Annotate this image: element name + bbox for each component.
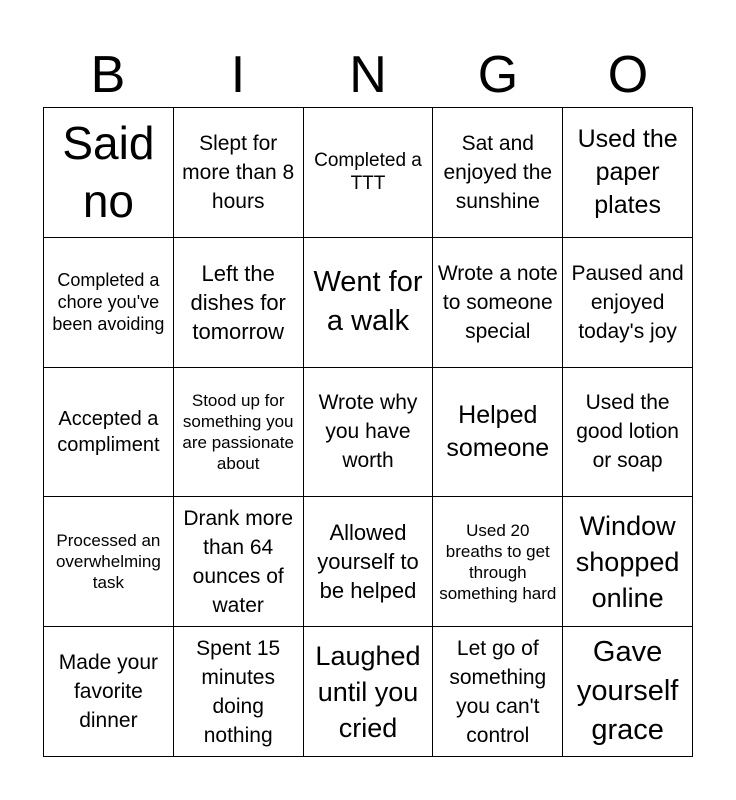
cell-text: Processed an overwhelming task bbox=[55, 531, 161, 593]
bingo-header bbox=[43, 42, 693, 108]
cell-text: Window shopped online bbox=[575, 510, 680, 613]
bingo-cell[interactable] bbox=[433, 627, 563, 757]
bingo-cell[interactable] bbox=[563, 497, 693, 627]
cell-text: Sat and enjoyed the sunshine bbox=[443, 131, 553, 213]
cell-text: Used 20 breaths to get through something hard bbox=[439, 520, 557, 603]
bingo-cell[interactable] bbox=[433, 368, 563, 498]
cell-text: Laughed until you cried bbox=[315, 640, 421, 743]
bingo-grid bbox=[43, 107, 693, 757]
cell-text: Stood up for something you are passionate about bbox=[182, 390, 294, 473]
cell-text: Said no bbox=[62, 117, 155, 228]
bingo-cell[interactable] bbox=[433, 238, 563, 368]
bingo-cell[interactable] bbox=[174, 627, 304, 757]
bingo-cell[interactable] bbox=[44, 238, 174, 368]
cell-text: Allowed yourself to be helped bbox=[317, 520, 419, 604]
bingo-cell[interactable] bbox=[174, 368, 304, 498]
cell-text: Helped someone bbox=[446, 400, 550, 462]
cell-text: Wrote why you have worth bbox=[318, 391, 418, 473]
bingo-cell[interactable] bbox=[304, 497, 434, 627]
cell-text: Used the good lotion or soap bbox=[576, 391, 679, 473]
cell-text: Wrote a note to someone special bbox=[437, 261, 558, 343]
bingo-cell[interactable] bbox=[44, 368, 174, 498]
cell-text: Went for a walk bbox=[313, 266, 423, 338]
bingo-cell[interactable] bbox=[304, 238, 434, 368]
bingo-cell[interactable] bbox=[304, 368, 434, 498]
bingo-cell[interactable] bbox=[174, 497, 304, 627]
cell-text: Completed a TTT bbox=[314, 150, 422, 195]
cell-text: Drank more than 64 ounces of water bbox=[183, 506, 294, 617]
bingo-cell[interactable] bbox=[44, 108, 174, 238]
cell-text: Accepted a compliment bbox=[57, 407, 160, 456]
cell-text: Slept for more than 8 hours bbox=[182, 131, 295, 213]
bingo-cell[interactable] bbox=[304, 627, 434, 757]
header-letter-g: G bbox=[477, 46, 519, 104]
header-letter-o: O bbox=[607, 46, 649, 104]
header-letter-n: N bbox=[349, 46, 387, 104]
header-letter-i: I bbox=[230, 46, 246, 104]
header-letter-b: B bbox=[90, 46, 126, 104]
cell-text: Left the dishes for tomorrow bbox=[190, 260, 286, 344]
bingo-cell[interactable] bbox=[563, 238, 693, 368]
cell-text: Made your favorite dinner bbox=[58, 651, 158, 733]
cell-text: Completed a chore you've been avoiding bbox=[52, 270, 165, 335]
bingo-cell[interactable] bbox=[174, 108, 304, 238]
bingo-cell[interactable] bbox=[44, 627, 174, 757]
bingo-cell[interactable] bbox=[563, 108, 693, 238]
cell-text: Used the paper plates bbox=[577, 124, 678, 219]
bingo-cell[interactable] bbox=[44, 497, 174, 627]
cell-text: Spent 15 minutes doing nothing bbox=[196, 636, 281, 747]
bingo-cell[interactable] bbox=[433, 108, 563, 238]
cell-text: Paused and enjoyed today's joy bbox=[571, 261, 684, 343]
cell-text: Let go of something you can't control bbox=[449, 636, 547, 747]
bingo-cell[interactable] bbox=[433, 497, 563, 627]
bingo-cell[interactable] bbox=[174, 238, 304, 368]
bingo-cell[interactable] bbox=[563, 368, 693, 498]
cell-text: Gave yourself grace bbox=[576, 636, 679, 747]
bingo-cell[interactable] bbox=[304, 108, 434, 238]
bingo-cell[interactable] bbox=[563, 627, 693, 757]
